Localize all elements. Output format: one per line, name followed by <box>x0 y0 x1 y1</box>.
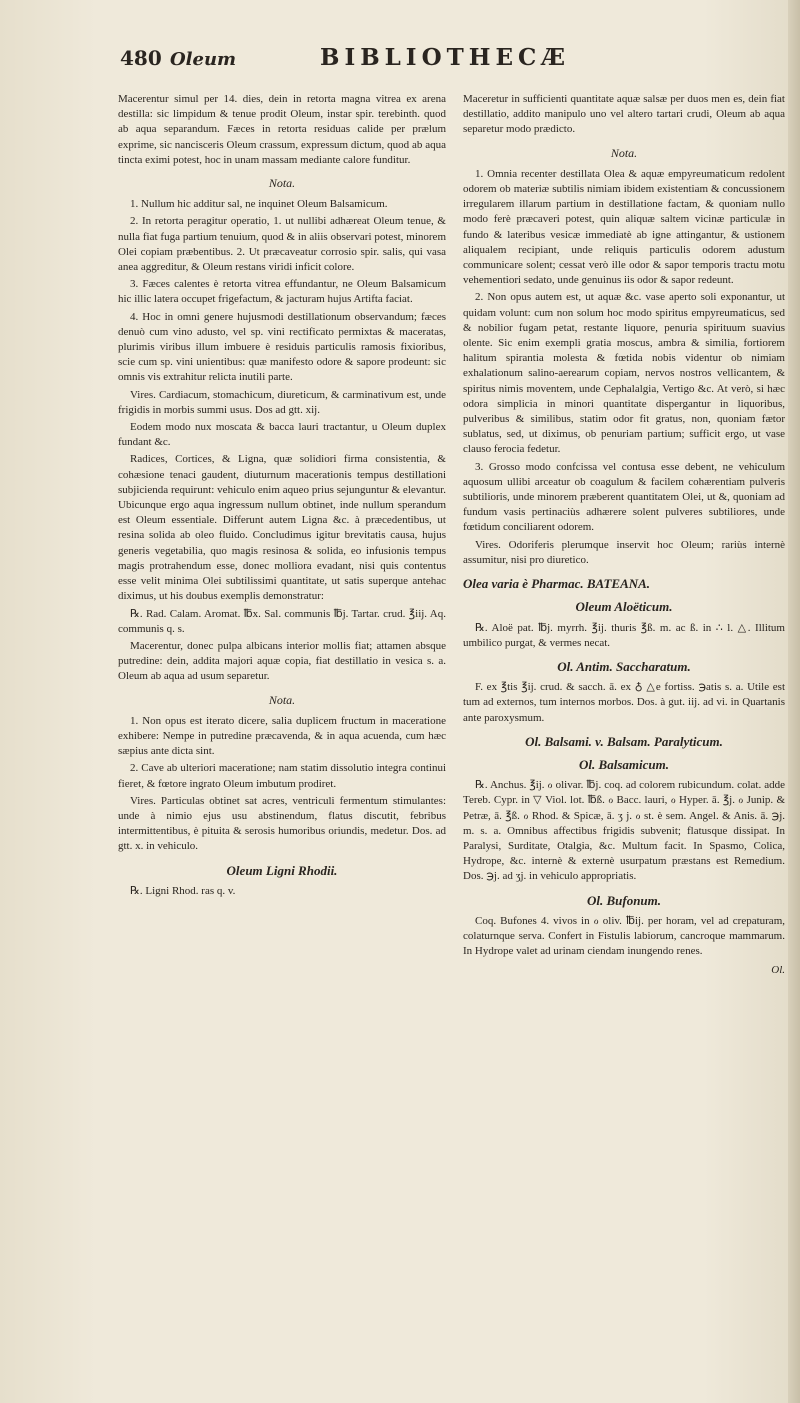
page-number: 480 <box>120 46 162 70</box>
section-title: Olea varia è Pharmac. BATEANA. <box>463 576 651 592</box>
note-item: 1. Nullum hic additur sal, ne inquinet Oleum Balsamicum. <box>130 198 388 211</box>
note-item: 3. Fæces calentes è retorta vitrea effundantur, ne Oleum Balsamicum hic illic latera occupet frigefactum, & jacturam hujus Artifta faciat. <box>118 278 446 306</box>
section-heading: Nota. <box>268 176 296 191</box>
paragraph: Radices, Cortices, & Ligna, quæ solidiori firma consistentia, & cohæsione tenaci gaudent, diuturnum macerationis tempus destillationi subjicienda requirunt: vehiculo enim aqueo prius sejunguntur & elevantur. Ubicunque ergo aqua ingressum nullum obtinet, inde nullum sperandum est Oleum essentiale. Differunt autem Ligna &c. à præcedentibus, ut resina solida ab oleo fluido. Concludimus igitur brevitatis causa, hujus generis vegetabilia, quo magis resinosa & solida, eo infusionis tempus magis protrahendum esse, donec molliora evadant, nisi quis contentus esse velit minima Olei subtilissimi quantitate, ut satis superque antehac diximus, ut his doubus exemplis demonstratur: <box>118 453 446 603</box>
entry-title: Ol. Balsamicum. <box>579 756 669 772</box>
recipe: Coq. Bufones 4. vivos in ℴ oliv. ℔ij. per horam, vel ad crepaturam, colaturnque serva. Confert in Fistulis labiorum, cancroque mammarum. In Hydrope valet ad urinam ciendam inungendo renes. <box>463 914 785 958</box>
entry-title: Oleum Ligni Rhodii. <box>226 862 338 878</box>
paragraph: Macerentur simul per 14. dies, dein in retorta magna vitrea ex arena destilla: sic limpidum & tenue prodit Oleum, instar spir. terebinth. quod ab aqua separandum. Fæces in retorta residuas calide per prælum exprime, sic nancisceris Oleum crassum, expressum dictum, quod ab aqua tincta eximi potest, hoc in unam massam mediante calore funditur. <box>118 93 446 166</box>
vires-paragraph: Vires. Cardiacum, stomachicum, diureticum, & carminativum est, unde frigidis in morbis summi usus. Dos ad gtt. xij. <box>118 388 446 416</box>
paragraph: Maceretur in sufficienti quantitate aquæ salsæ per duos men es, dein fiat destillatio, addito manipulo uno vel altero tartari crudi, Oleum ab aqua separetur modo prædicto. <box>463 93 785 136</box>
entry-title: Ol. Antim. Saccharatum. <box>557 658 691 674</box>
catchword: Ol. <box>771 964 785 977</box>
entry-title: Ol. Balsami. v. Balsam. Paralyticum. <box>525 733 723 749</box>
recipe: ℞. Ligni Rhod. ras q. v. <box>130 884 236 897</box>
note-item: 2. In retorta peragitur operatio, 1. ut nullibi adhæreat Oleum tenue, & nulla fiat fuga partium tenuium, quod & in aliis observari potest, minorem Olei copiam præbentibus. 2. Ut præcaveatur corrosio spir. salis, qui vasa anea aggreditur, & Oleum restans viridi inficit colore. <box>118 215 446 274</box>
note-item: 2. Cave ab ulteriori maceratione; nam statim dissolutio integra continui fieret, & fœtore ingrato Oleum imbutum prodiret. <box>118 762 446 790</box>
right-column <box>463 92 785 979</box>
paragraph: Eodem modo nux moscata & bacca lauri tractantur, u Oleum duplex fundant &c. <box>118 421 446 449</box>
note-item: 1. Omnia recenter destillata Olea & aquæ empyreumaticum redolent odorem ob materiæ subtilis nimiam ibidem existentiam & concussionem irregularem illarum partium in destillatione factam, & quoniam nullo modo ferè præcaveri potest, quin aliquæ saltem vicinæ particulæ in fundo & lateribus vesicæ immediatè ab igne attingantur, & ustionem aliqualem recipiant, unde reliquis particulis odorem adustum communicare solent; cessat verò ille odor & sapor temporis tractu motu vehementiori sedato, unde genuinus iis odor & sapor redeunt. <box>463 167 785 287</box>
section-heading: Nota. <box>610 145 638 160</box>
vires-paragraph: Vires. Particulas obtinet sat acres, ventriculi fermentum stimulantes: unde à nimio ejus usu abstinendum, flatus discutit, febribus intermittentibus, è pituita & serosis humoribus oriundis, medetur. Dos. ad gtt. x. in vehiculo. <box>118 794 446 853</box>
entry-title: Oleum Aloëticum. <box>575 599 673 615</box>
recipe: ℞. Anchus. ℥ij. ℴ olivar. ℔j. coq. ad colorem rubicundum. colat. adde Tereb. Cypr. in ▽ Viol. lot. ℔ß. ℴ Bacc. lauri, ℴ Hyper. ā. ℥j. ℴ Junip. & Petræ, ā. ℥ß. ℴ Rhod. & Spicæ, ā. ʒ j. ℴ st. è sem. Angel. & Anis. ā. ℈j. m. s. a. Omnibus affectibus frigidis subvenit; flatusque dissipat. In Paralysi, Surditate, Otalgia, &c. Multum facit. In Spasmo, Colica, Hydrope, &c. internè & externè usurpatum præstans est Remedium. Dos. ℈j. ad ʒj. in vehiculo appropriatis. <box>463 779 785 883</box>
recipe: F. ex ℥tis ℥ij. crud. & sacch. ā. ex ♁ △e fortiss. ℈atis s. a. Utile est tum ad externos, tum internos morbos. Dos. à gut. iij. ad vi. in Quartanis ante paroxysmum. <box>463 681 785 724</box>
recipe: ℞. Aloë pat. ℔j. myrrh. ℥ij. thuris ℥ß. m. ac ß. in ∴ l. △. Illitum umbilico purgat, & vermes necat. <box>463 621 785 649</box>
paragraph: Macerentur, donec pulpa albicans interior mollis fiat; attamen absque putredine: dein, addita majori aquæ copia, fiat destillatio in vesica s. a. Oleum ab aqua ad usum separetur. <box>118 639 446 683</box>
section-heading: Nota. <box>268 692 296 707</box>
page-edge <box>788 0 800 1403</box>
note-item: 2. Non opus autem est, ut aquæ &c. vase aperto soli exponantur, ut quidam volunt: cum non solum hoc modo spiritus empyreumaticus, sed & nobilior fugam petat, restante liquore, penuria spirituum suavius olente. Sic enim exempli gratia moscus, ambra & similia, fortiorem halitum spirantia molesta & fœtida nobis videntur ob nimiam exhalationum salino-aerearum copiam, nervos nostros vellicantem, & spiritus nimis moventem, unde Cephalalgia, Vertigo &c. At verò, si hæc odora simplicia in minori quantitate dispergantur in liquoribus, pulveribus & similibus, statim odor fit gratus, non, quoniam fætor sublatus, sed, ut diximus, ob penuriam partium; sufficit ergo, ut vase clauso ferocia fedetur. <box>463 291 785 456</box>
note-item: 3. Grosso modo confcissa vel contusa esse debent, ne vehiculum aquosum ullibi arceatur ob coagulum & facilem cohærentiam pulveris subtilioris, unde minorem præberent quantitatem Olei, ut &, quoniam ad fundum vasis pertinaciùs adhærere solent pulveres subtiliores, unde fœtidum conciliarent odorem. <box>463 460 785 534</box>
note-item: 4. Hoc in omni genere hujusmodi destillationum observandum; fæces denuò cum vino adusto, vel sp. vini rectificato permixtas & maceratas, plurimis viribus illum imbuere è residuis particulis ramosis fixioribus, scie cum sp. vini unientibus: quæ manifesto odore & sapore prodeunt: sic omnis vis extrahitur relicta inutili parte. <box>118 310 446 384</box>
left-column <box>118 92 446 901</box>
vires-paragraph: Vires. Odoriferis plerumque inservit hoc Oleum; rariùs internè assumitur, nisi pro diuretico. <box>463 538 785 566</box>
page-header <box>120 44 790 84</box>
running-head-word: Oleum <box>170 49 237 70</box>
recipe: ℞. Rad. Calam. Aromat. ℔x. Sal. communis ℔j. Tartar. crud. ℥iij. Aq. communis q. s. <box>118 607 446 635</box>
note-item: 1. Non opus est iterato dicere, salia duplicem fructum in maceratione exhibere: Nempe in putredine præcavenda, & in aqua acuenda, cum hæc sæpius ante dicta sint. <box>118 714 446 758</box>
entry-title: Ol. Bufonum. <box>586 892 662 908</box>
running-head-title: BIBLIOTHECÆ <box>320 44 571 71</box>
